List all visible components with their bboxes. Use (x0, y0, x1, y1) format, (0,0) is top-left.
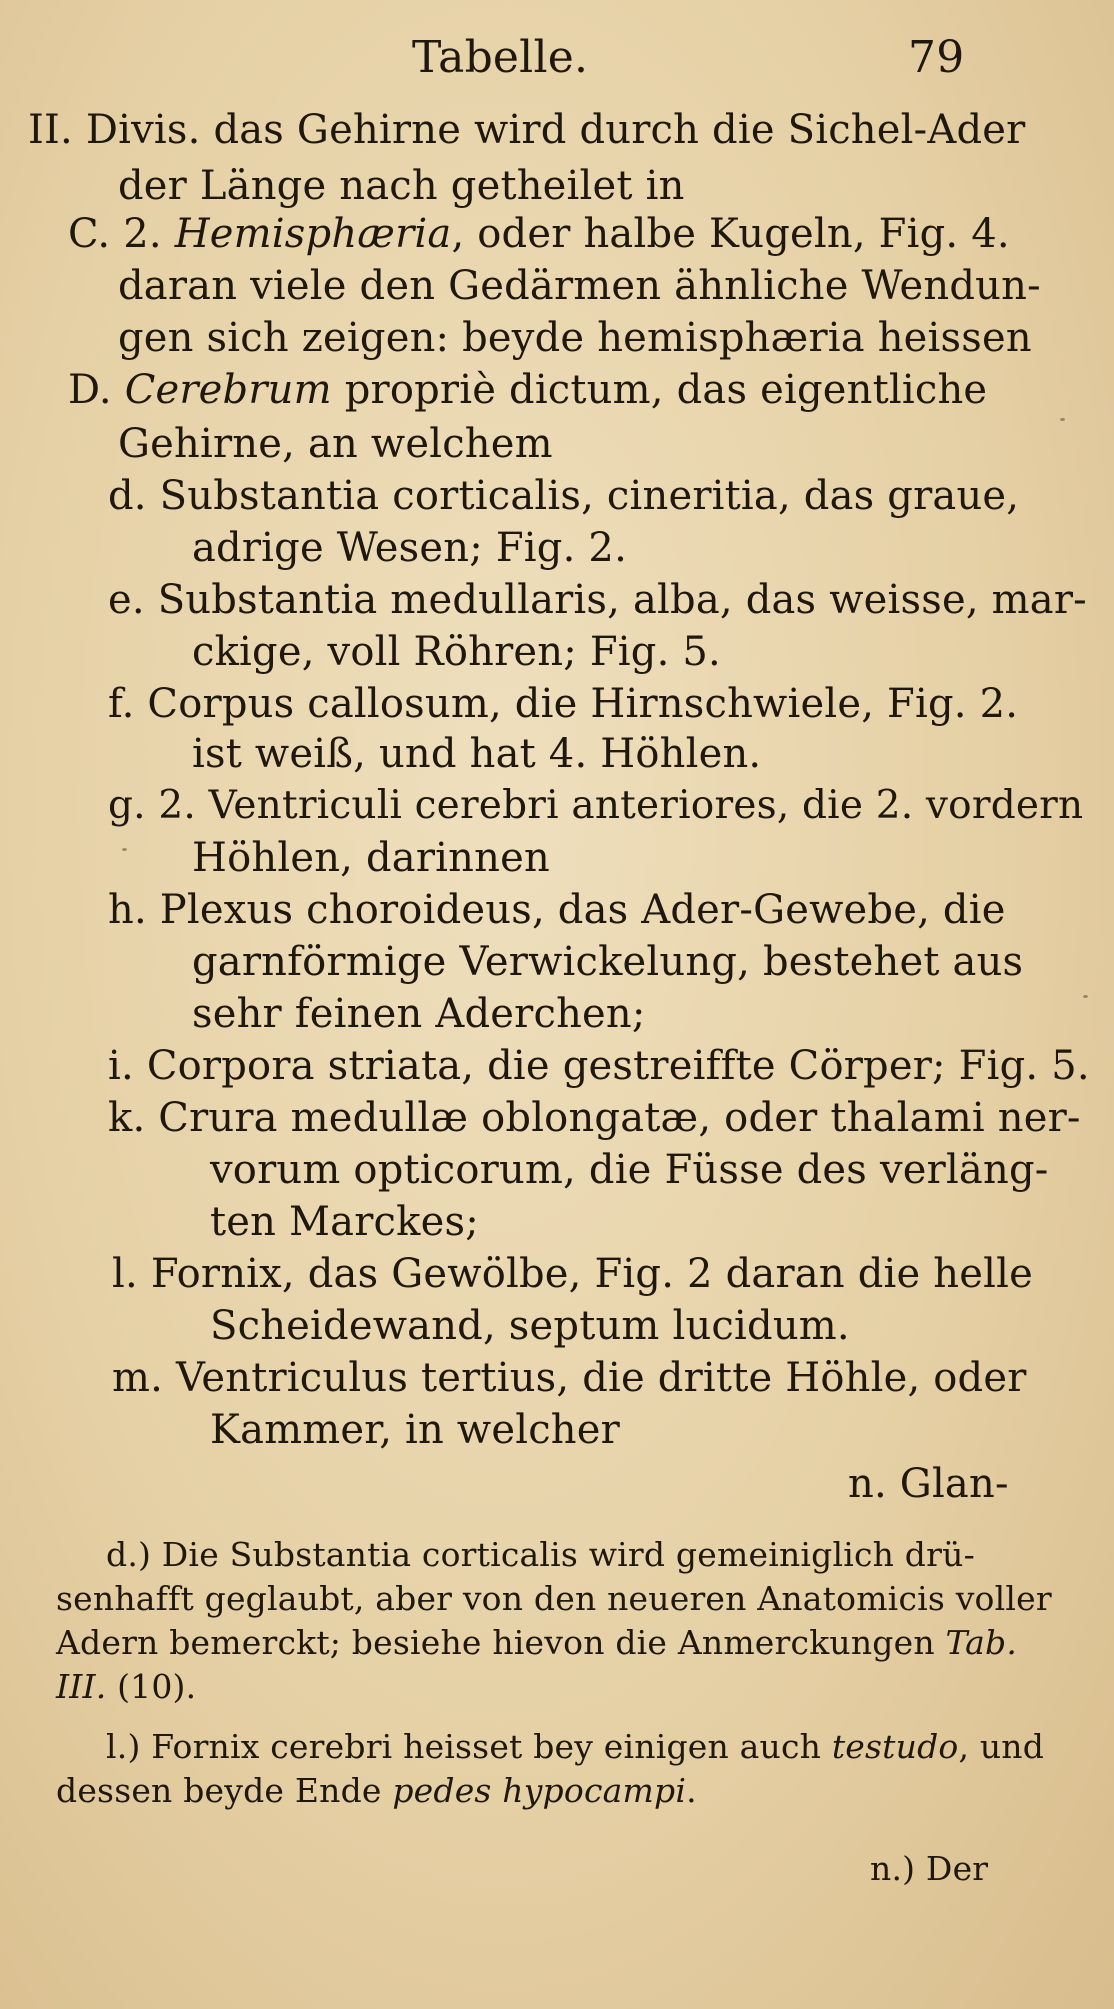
text-line: daran viele den Gedärmen ähnliche Wendun- (118, 263, 1041, 309)
footnote-line: l.) Fornix cerebri heisset bey einigen auch testudo, und (106, 1727, 1045, 1766)
text-line: ckige, voll Röhren; Fig. 5. (192, 629, 721, 675)
text-line: der Länge nach getheilet in (118, 163, 685, 209)
paper-speck (122, 848, 127, 851)
text-line: h. Plexus choroideus, das Ader-Gewebe, die (108, 887, 1006, 933)
text-line: gen sich zeigen: beyde hemisphæria heissen (118, 315, 1032, 361)
text-line: II. Divis. das Gehirne wird durch die Sichel-Ader (28, 107, 1026, 153)
paper-speck (1060, 418, 1065, 421)
footnote-line: III. (10). (56, 1667, 197, 1706)
text-line: Kammer, in welcher (210, 1407, 620, 1453)
text-line: f. Corpus callosum, die Hirnschwiele, Fig. 2. (108, 681, 1019, 727)
text-line: D. Cerebrum propriè dictum, das eigentliche (68, 367, 988, 413)
text-line: Scheidewand, septum lucidum. (210, 1303, 850, 1349)
text-line: vorum opticorum, die Füsse des verläng- (210, 1147, 1049, 1193)
text-line: e. Substantia medullaris, alba, das weisse, mar- (108, 577, 1087, 623)
footnote-line: Adern bemerckt; besiehe hievon die Anmerckungen Tab. (56, 1623, 1018, 1662)
text-line: garnförmige Verwickelung, bestehet aus (192, 939, 1024, 985)
page-number: 79 (908, 32, 965, 83)
text-line: ten Marckes; (210, 1199, 479, 1245)
text-line: ist weiß, und hat 4. Höhlen. (192, 731, 762, 777)
text-line: l. Fornix, das Gewölbe, Fig. 2 daran die helle (112, 1251, 1033, 1297)
text-line: Gehirne, an welchem (118, 421, 553, 467)
text-line: m. Ventriculus tertius, die dritte Höhle, oder (112, 1355, 1027, 1401)
footnote-line: dessen beyde Ende pedes hypocampi. (56, 1771, 697, 1810)
text-line: sehr feinen Aderchen; (192, 991, 646, 1037)
text-line: C. 2. Hemisphæria, oder halbe Kugeln, Fig. 4. (68, 211, 1010, 257)
footnote-line: d.) Die Substantia corticalis wird gemeiniglich drü- (106, 1535, 975, 1574)
text-line: Höhlen, darinnen (192, 835, 550, 881)
running-title: Tabelle. (412, 32, 589, 83)
catchword: n.) Der (870, 1849, 989, 1888)
text-line: g. 2. Ventriculi cerebri anteriores, die 2. vordern (108, 783, 1084, 828)
text-line: d. Substantia corticalis, cineritia, das graue, (108, 473, 1020, 519)
paper-speck (1083, 995, 1088, 998)
text-line: adrige Wesen; Fig. 2. (192, 525, 627, 571)
footnote-line: senhafft geglaubt, aber von den neueren Anatomicis voller (56, 1579, 1052, 1618)
text-line: i. Corpora striata, die gestreiffte Cörper; Fig. 5. (108, 1043, 1090, 1089)
text-line: k. Crura medullæ oblongatæ, oder thalami ner- (108, 1095, 1081, 1141)
catchword: n. Glan- (848, 1461, 1009, 1507)
